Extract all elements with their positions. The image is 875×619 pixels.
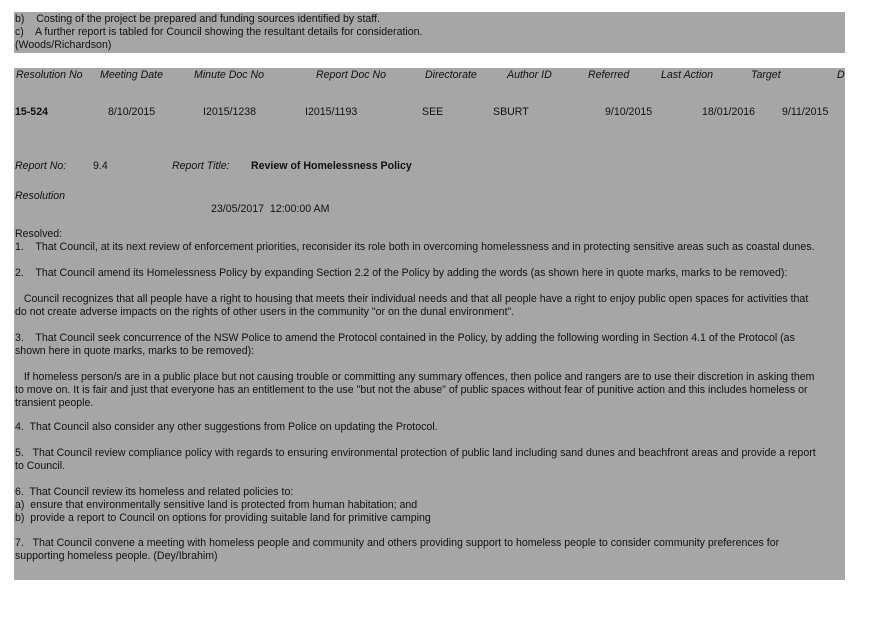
resolved-heading: Resolved: (15, 228, 63, 240)
resolution-item-1: 1. That Council, at its next review of enforcement priorities, reconsider its role both in overcoming homelessness and in protecting sensitive areas such as coastal dunes. (15, 241, 815, 253)
previous-resolution-block (14, 12, 845, 53)
header-target: Target (751, 69, 781, 81)
resolution-record-block (14, 68, 845, 580)
resolution-item-7-cont: supporting homeless people. (Dey/Ibrahim) (15, 550, 218, 562)
resolution-item-6b: b) provide a report to Council on options for providing suitable land for primitive camping (15, 512, 431, 524)
report-title-label: Report Title: (172, 160, 230, 172)
header-minute-doc-no: Minute Doc No (194, 69, 265, 81)
resolution-datetime: 23/05/2017 12:00:00 AM (211, 203, 330, 215)
resolution-label: Resolution (15, 190, 66, 202)
header-report-doc-no: Report Doc No (316, 69, 387, 81)
header-meeting-date: Meeting Date (100, 69, 164, 81)
cell-last-action: 18/01/2016 (702, 106, 756, 118)
resolution-item-3-cont: shown here in quote marks, marks to be removed): (15, 345, 255, 357)
report-title-value: Review of Homelessness Policy (251, 160, 412, 172)
cell-directorate: SEE (422, 106, 444, 118)
header-directorate: Directorate (425, 69, 477, 81)
resolution-item-5: 5. That Council review compliance policy with regards to ensuring environmental protection of public land including sand dunes and beachfront areas and provide a report (15, 447, 816, 459)
report-no-label: Report No: (15, 160, 67, 172)
resolution-item-7: 7. That Council convene a meeting with homeless people and community and others providing support to homeless people to consider community preferences for (15, 537, 780, 549)
header-author-id: Author ID (507, 69, 552, 81)
quoted-text-line: transient people. (15, 397, 94, 409)
cell-meeting-date: 8/10/2015 (108, 106, 156, 118)
cell-target: 9/11/2015 (782, 106, 829, 118)
text-line: b) Costing of the project be prepared and funding sources identified by staff. (15, 13, 380, 25)
resolution-item-3: 3. That Council seek concurrence of the NSW Police to amend the Protocol contained in the Policy, by adding the following wording in Section 4.1 of the Protocol (as (15, 332, 795, 344)
cell-resolution-no: 15-524 (15, 106, 48, 118)
quoted-text-line: do not create adverse impacts on the rights of other users in the community "or on the dunal environment". (15, 306, 515, 318)
quoted-text-line: to move on. It is fair and just that everyone has an entitlement to the use "but not the abuse" of public spaces without fear of punitive action and this includes homeless or (15, 384, 808, 396)
cell-author-id: SBURT (493, 106, 529, 118)
cell-report-doc-no: I2015/1193 (305, 106, 358, 118)
cell-referred: 9/10/2015 (605, 106, 653, 118)
resolution-item-2: 2. That Council amend its Homelessness Policy by expanding Section 2.2 of the Policy by adding the words (as shown here in quote marks, marks to be removed): (15, 267, 788, 279)
resolution-item-4: 4. That Council also consider any other suggestions from Police on updating the Protocol. (15, 421, 438, 433)
quoted-text-line: Council recognizes that all people have a right to housing that meets their individual needs and that all people have a right to enjoy public open spaces for activities that (15, 293, 809, 305)
resolution-item-6a: a) ensure that environmentally sensitive land is protected from human habitation; and (15, 499, 418, 511)
resolution-item-6: 6. That Council review its homeless and related policies to: (15, 486, 294, 498)
cell-minute-doc-no: I2015/1238 (203, 106, 257, 118)
header-d: D (837, 69, 845, 81)
header-resolution-no: Resolution No (16, 69, 83, 81)
header-last-action: Last Action (661, 69, 714, 81)
text-line: c) A further report is tabled for Council showing the resultant details for consideration. (15, 26, 423, 38)
report-no-value: 9.4 (93, 160, 108, 172)
quoted-text-line: If homeless person/s are in a public place but not causing trouble or committing any summary offences, then police and rangers are to use their discretion in asking them (15, 371, 815, 383)
resolution-item-5-cont: to Council. (15, 460, 66, 472)
text-line: (Woods/Richardson) (15, 39, 112, 51)
header-referred: Referred (588, 69, 630, 81)
